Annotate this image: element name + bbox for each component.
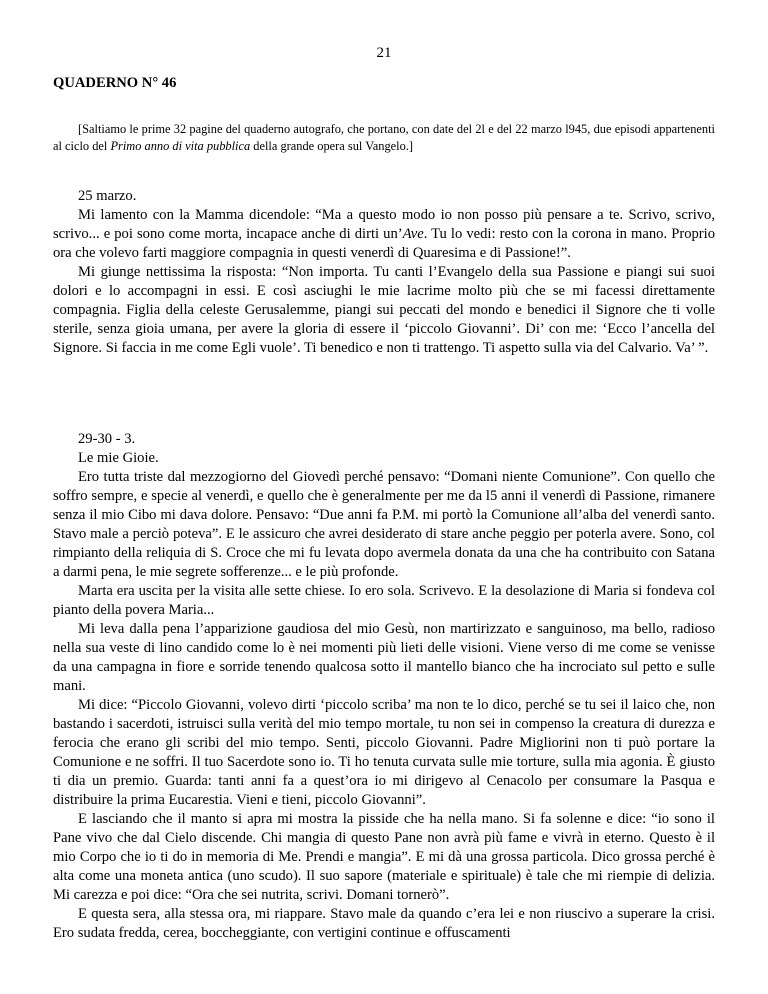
note-text-after: della grande opera sul Vangelo.] xyxy=(250,139,414,153)
paragraph xyxy=(53,206,715,263)
entry-date: 25 marzo. xyxy=(78,188,137,204)
paragraph: Ero tutta triste dal mezzogiorno del Giovedì perché pensavo: “Domani niente Comunione”. Con quello che soffro sempre, e specie al venerdì, e quello che è generalmente per me da l5 anni il venerdì di Passione, rimanere senza il mio Cibo mi dava dolore. Pensavo: “Due anni fa P.M. mi portò la Comunione all’alba del venerdì santo. Stavo male a perciò poteva”. E le assicuro che avrei desiderato di stare anche peggio per poterla avere. Sono, col rimpianto della reliquia di S. Croce che mi fu levata dopo avermela donata da una che ha contribuito con Satana a darmi pena, le mie segrete sofferenze... e le più profonde. xyxy=(53,469,715,580)
paragraph-text: Mi lamento con la Mamma dicendole: “Ma a questo modo io non posso più pensare a te. Scrivo, scrivo, scrivo... e poi sono come morta, incapace anche di dirti un’ xyxy=(53,207,715,242)
paragraph: E lasciando che il manto si apra mi mostra la pisside che ha nella mano. Si fa solenne e dice: “io sono il Pane vivo che dal Cielo discende. Chi mangia di questo Pane non avrà più fame e vivrà in eterno. Questo è il mio Corpo che io ti do in memoria di Me. Prendi e mangia”. E mi dà una grossa particola. Dico grossa perché è alta come una moneta antica (uno scudo). Il suo sapore (materiale e spirituale) è tale che mi riempie di delizia. Mi carezza e poi dice: “Ora che sei nutrita, scrivi. Domani tornerò”. xyxy=(53,811,715,903)
page-number: 21 xyxy=(376,45,392,61)
paragraph: Mi dice: “Piccolo Giovanni, volevo dirti ‘piccolo scriba’ ma non te lo dico, perché se tu sei il laico che, non bastando i sacerdoti, istruisci sulla verità del mio tempo mortale, tu non sei in compenso la creatura di durezza e ferocia che erano gli scribi del mio tempo. Senti, piccolo Giovanni. Padre Migliorini non ti può portare la Comunione e ne soffri. Il tuo Sacerdote sono io. Ti ho tenuta curvata sulle mie torture, sulla mia agonia. È giusto ti dia un premio. Guarda: tanti anni fa a quest’ora io mi dirigevo al Cenacolo per consumare la Pasqua e distribuire la prima Eucarestia. Vieni e tieni, piccolo Giovanni”. xyxy=(53,697,715,808)
entry-title: Le mie Gioie. xyxy=(78,450,159,466)
entry-date: 29-30 - 3. xyxy=(78,431,136,447)
editorial-note xyxy=(53,121,715,155)
notebook-heading: QUADERNO N° 46 xyxy=(53,75,177,91)
paragraph: Mi leva dalla pena l’apparizione gaudiosa del mio Gesù, non martirizzato e sanguinoso, ma bello, radioso nella sua veste di lino candido come lo è nei momenti più lieti delle visioni. Viene verso di me come se venisse da una campagna in fiore e sorride tenendo qualcosa sotto il mantello bianco che ha incrociato sul petto e sulle mani. xyxy=(53,621,715,694)
paragraph: Marta era uscita per la visita alle sette chiese. Io ero sola. Scrivevo. E la desolazione di Maria si fondeva col pianto della povera Maria... xyxy=(53,583,715,618)
entry-29-30-march xyxy=(53,430,715,943)
note-italic-title: Primo anno di vita pubblica xyxy=(110,139,251,153)
entry-25-march xyxy=(53,187,715,358)
paragraph: Mi giunge nettissima la risposta: “Non importa. Tu canti l’Evangelo della sua Passione e piangi sui suoi dolori e lo accompagni in essi. E così asciughi le mie lacrime molto più che se mi facessi direttamente compagnia. Figlia della celeste Gerusalemme, piangi sui peccati del mondo e benedici il Signore che ti volle sterile, senza gioia umana, per avere la gloria di essere il ‘piccolo Giovanni’. Di’ con me: ‘Ecco l’ancella del Signore. Si faccia in me come Egli vuole’. Ti benedico e non ti trattengo. Ti aspetto sulla via del Calvario. Va’ ”. xyxy=(53,264,715,356)
note-text-before: [Saltiamo le prime 32 pagine del quaderno autografo, che portano, con date del 2l e del 22 marzo l945, due episodi appartenenti al ciclo del xyxy=(53,122,715,153)
paragraph: E questa sera, alla stessa ora, mi riappare. Stavo male da quando c’era lei e non riuscivo a superare la crisi. Ero sudata fredda, cerea, boccheggiante, con vertigini continue e offuscamenti xyxy=(53,906,715,941)
italic-word: Ave xyxy=(402,226,424,242)
paragraph-text: . Tu lo vedi: resto con la corona in mano. Proprio ora che volevo farti maggiore compagnia in questi venerdì di Quaresima e di Passione!”. xyxy=(53,226,715,261)
